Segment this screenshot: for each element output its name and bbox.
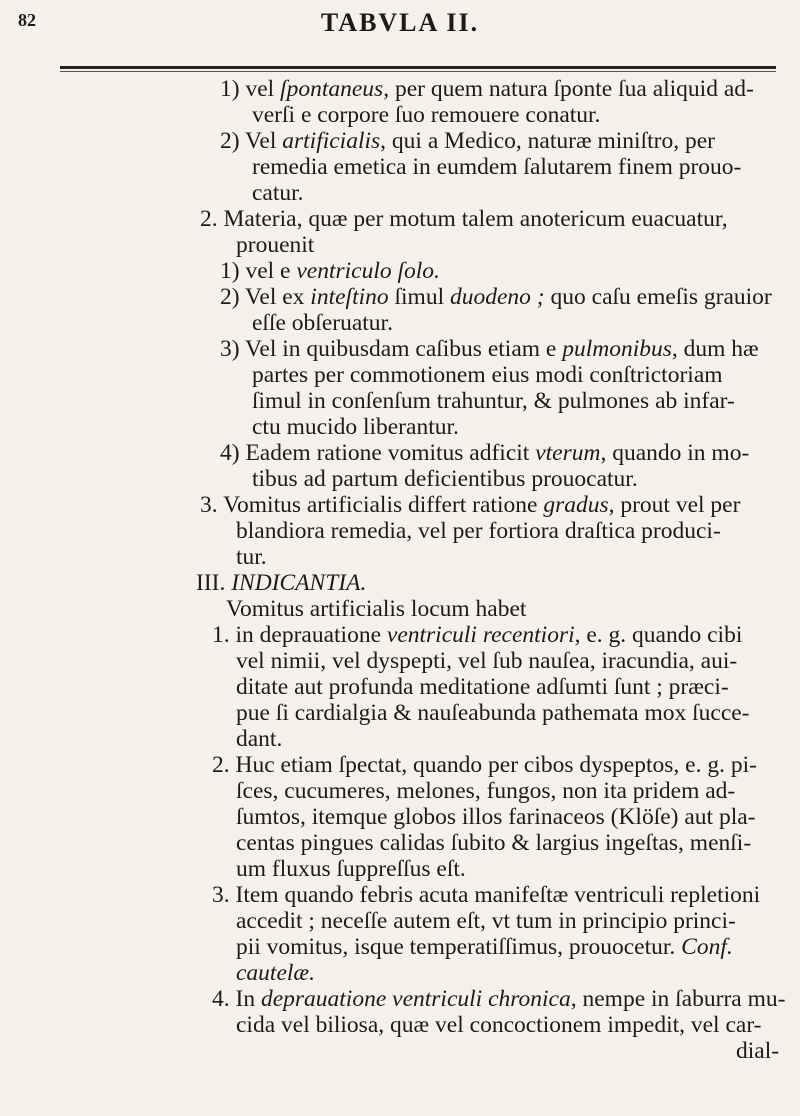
line-text: verſi e corpore ſuo remouere conatur.: [252, 102, 601, 128]
line-text: pii vomitus, isque temperatiſſimus, prouocetur.: [236, 934, 682, 960]
italic-text: gradus: [543, 492, 609, 518]
line-text: 3) Vel in quibusdam caſibus etiam e: [220, 336, 563, 362]
line-text: partes per commotionem eius modi conſtrictoriam: [252, 362, 723, 388]
text-line: [252, 152, 741, 182]
line-text: III.: [196, 570, 232, 596]
line-text: , qui a Medico, naturæ miniſtro, per: [380, 128, 715, 154]
line-text: dant.: [236, 726, 283, 752]
line-text: 3. Vomitus artificialis differt ratione: [200, 492, 544, 518]
line-text: vel nimii, vel dyspepti, vel ſub nauſea, iracundia, aui-: [236, 648, 738, 674]
italic-text: ſpontaneus: [280, 76, 384, 102]
text-line: [236, 1010, 762, 1040]
line-text: 2) Vel: [220, 128, 283, 154]
line-text: 1) vel: [220, 76, 281, 102]
header-rule-thin: [60, 71, 776, 72]
line-text: accedit ; neceſſe autem eſt, vt tum in principio princi-: [236, 908, 736, 934]
italic-text: Conf.: [681, 934, 733, 960]
line-text: pue ſi cardialgia & nauſeabunda pathemata mox ſucce-: [236, 700, 750, 726]
line-text: , e. g. quando cibi: [574, 622, 743, 648]
line-text: 1) vel e: [220, 258, 297, 284]
line-text: um fluxus ſuppreſſus eſt.: [236, 856, 466, 882]
line-text: , nempe in ſaburra mu-: [570, 986, 786, 1012]
line-text: ſimul in conſenſum trahuntur, & pulmones ab infar-: [252, 388, 735, 414]
italic-text: duodeno ;: [450, 284, 545, 310]
line-text: Vomitus artificialis locum habet: [226, 596, 527, 622]
line-text: 2) Vel ex: [220, 284, 311, 310]
line-text: 1. in deprauatione: [212, 622, 387, 648]
italic-text: ventriculo ſolo.: [296, 258, 440, 284]
line-text: ctu mucido liberantur.: [252, 414, 459, 440]
text-line: [236, 516, 721, 546]
line-text: quo caſu emeſis grauior: [544, 284, 772, 310]
italic-text: deprauatione ventriculi chronica: [260, 986, 571, 1012]
page-number: 82: [18, 10, 36, 30]
italic-text: INDICANTIA.: [231, 570, 367, 596]
text-line: [236, 698, 750, 728]
line-text: , dum hæ: [671, 336, 759, 362]
line-text: ſimul: [388, 284, 450, 310]
line-text: tur.: [236, 544, 267, 570]
line-text: centas pingues calidas ſubito & largius ingeſtas, menſi-: [236, 830, 752, 856]
line-text: cida vel biliosa, quæ vel concoctionem impedit, vel car-: [236, 1012, 762, 1038]
line-text: prouenit: [236, 232, 315, 258]
line-text: ſces, cucumeres, melones, fungos, non ita pridem ad-: [236, 778, 736, 804]
italic-text: cautelæ.: [236, 960, 315, 986]
italic-text: artificialis: [282, 128, 381, 154]
line-text: blandiora remedia, vel per fortiora draſtica produci-: [236, 518, 721, 544]
italic-text: ventriculi recentiori: [386, 622, 575, 648]
line-text: catur.: [252, 180, 304, 206]
line-text: , per quem natura ſponte ſua aliquid ad-: [383, 76, 754, 102]
line-text: , quando in mo-: [600, 440, 750, 466]
line-text: tibus ad partum deficientibus prouocatur.: [252, 466, 638, 492]
line-text: eſſe obſeruatur.: [252, 310, 393, 336]
italic-text: vterum: [535, 440, 601, 466]
line-text: , prout vel per: [608, 492, 741, 518]
line-text: ditate aut profunda meditatione adſumti ſunt ; præci-: [236, 674, 729, 700]
italic-text: pulmonibus: [562, 336, 672, 362]
line-text: 4) Eadem ratione vomitus adficit: [220, 440, 536, 466]
line-text: 4. In: [212, 986, 261, 1012]
line-text: remedia emetica in eumdem ſalutarem finem prouo-: [252, 154, 742, 180]
line-text: 2. Materia, quæ per motum talem anotericum euacuatur,: [200, 206, 728, 232]
header-rule: [60, 66, 776, 69]
italic-text: inteſtino: [310, 284, 389, 310]
line-text: ſumtos, itemque globos illos farinaceos (Klöſe) aut pla-: [236, 804, 756, 830]
running-header: TABVLA II.: [320, 8, 480, 37]
line-text: dial-: [736, 1038, 780, 1064]
line-text: 3. Item quando febris acuta manifeſtæ ventriculi repletioni: [212, 882, 761, 908]
line-text: 2. Huc etiam ſpectat, quando per cibos dyspeptos, e. g. pi-: [212, 752, 757, 778]
text-line: [736, 1036, 779, 1066]
